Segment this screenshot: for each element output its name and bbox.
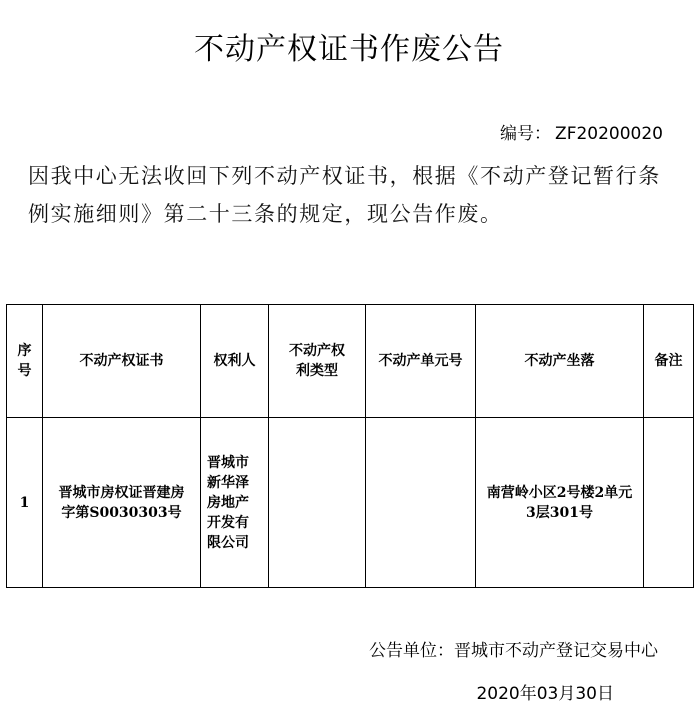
document-number-value: ZF20200020 <box>555 124 663 144</box>
cell-remark <box>644 418 694 588</box>
cell-location: 南营岭小区2号楼2单元3层301号 <box>476 418 644 588</box>
announcement-date: 2020年03月30日 <box>476 684 614 704</box>
cell-certificate: 晋城市房权证晋建房字第S0030303号 <box>43 418 201 588</box>
header-remark: 备注 <box>644 305 694 418</box>
page-title: 不动产权证书作废公告 <box>194 32 504 67</box>
announcing-unit <box>369 639 658 663</box>
table-header-row <box>7 305 694 418</box>
cell-right-type <box>269 418 366 588</box>
header-location: 不动产坐落 <box>476 305 644 418</box>
announcing-unit-label: 公告单位： <box>369 641 454 661</box>
header-owner: 权利人 <box>201 305 269 418</box>
cell-unit-number <box>366 418 476 588</box>
cell-index: 1 <box>7 418 43 588</box>
header-unit-number: 不动产单元号 <box>366 305 476 418</box>
void-certificate-table <box>6 304 694 588</box>
announcing-unit-name: 晋城市不动产登记交易中心 <box>454 641 658 661</box>
document-number-label: 编号： <box>500 124 552 144</box>
document-number <box>500 123 663 145</box>
header-right-type: 不动产权利类型 <box>269 305 366 418</box>
notice-body-text: 因我中心无法收回下列不动产权证书，根据《不动产登记暂行条例实施细则》第二十三条的规定，现公告作废。 <box>28 164 661 226</box>
table-row <box>7 418 694 588</box>
cell-owner: 晋城市新华泽房地产开发有限公司 <box>201 418 269 588</box>
header-index: 序号 <box>7 305 43 418</box>
header-certificate: 不动产权证书 <box>43 305 201 418</box>
